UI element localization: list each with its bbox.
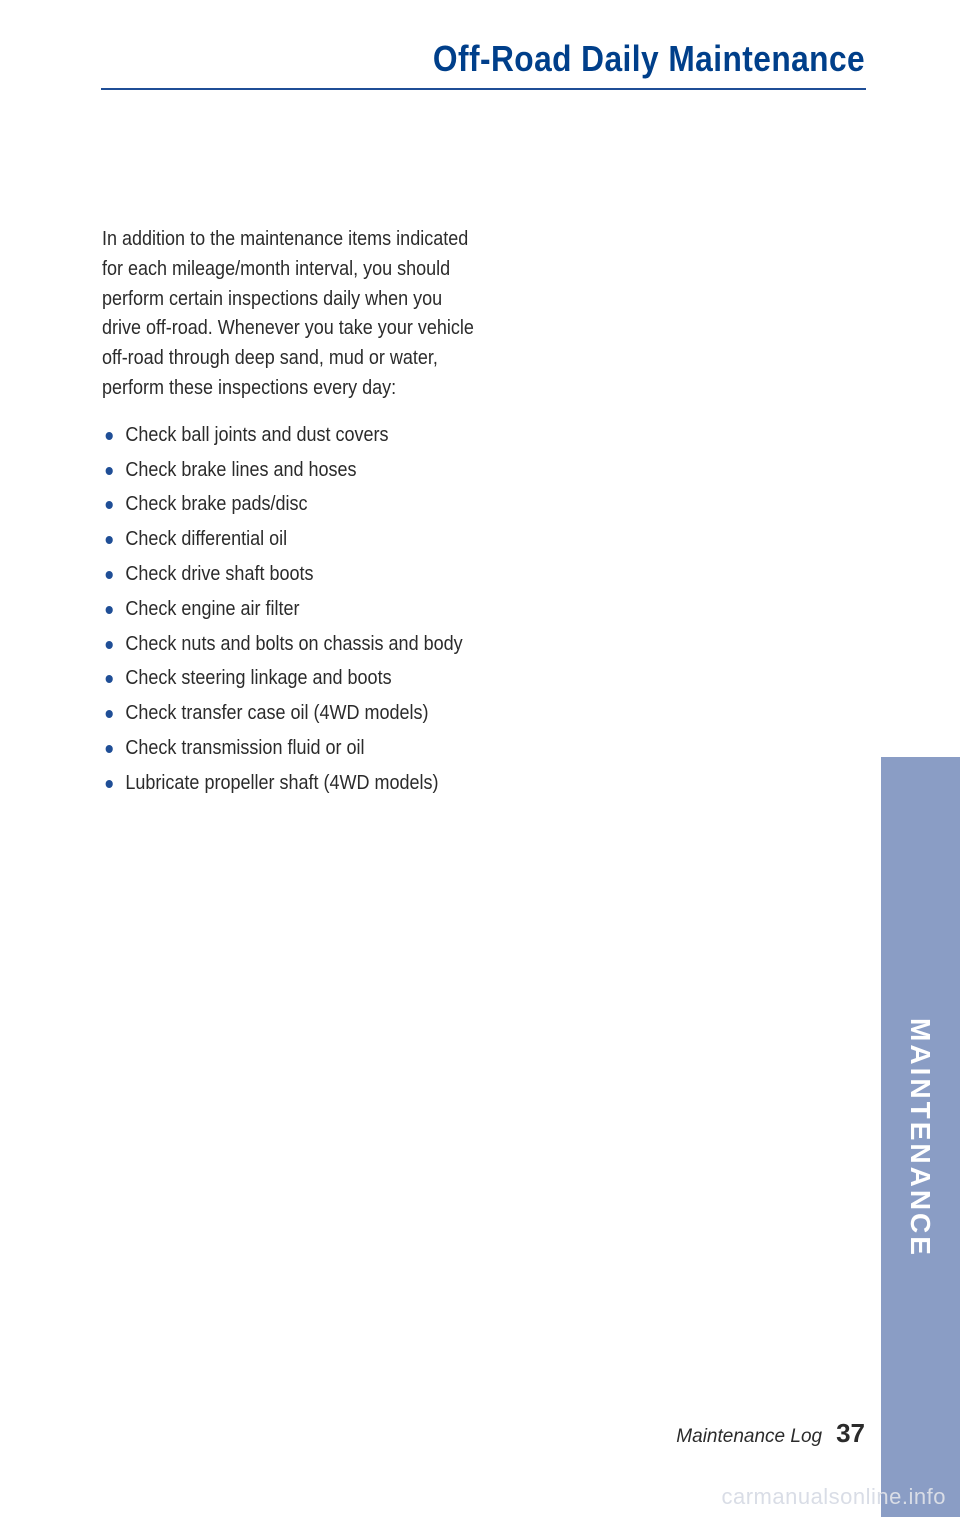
section-side-label: MAINTENANCE bbox=[905, 1018, 936, 1258]
list-item-text: Check transmission fluid or oil bbox=[125, 736, 365, 759]
bullet-icon bbox=[106, 467, 113, 475]
list-item bbox=[102, 490, 480, 520]
watermark: carmanualsonline.info bbox=[721, 1484, 946, 1509]
list-item bbox=[102, 560, 480, 590]
list-item-text: Check transfer case oil (4WD models) bbox=[125, 702, 429, 725]
list-item bbox=[102, 630, 480, 660]
bullet-icon bbox=[106, 432, 113, 440]
bullet-icon bbox=[106, 606, 113, 614]
list-item-text: Lubricate propeller shaft (4WD models) bbox=[125, 771, 439, 794]
bullet-icon bbox=[106, 675, 113, 683]
list-item-text: Check nuts and bolts on chassis and body bbox=[125, 632, 463, 655]
list-item bbox=[102, 595, 480, 625]
list-item-text: Check differential oil bbox=[125, 528, 288, 551]
list-item-text: Check steering linkage and boots bbox=[125, 667, 392, 690]
bullet-icon bbox=[106, 780, 113, 788]
bullet-icon bbox=[106, 710, 113, 718]
bullet-icon bbox=[106, 571, 113, 579]
inspection-checklist bbox=[102, 421, 480, 799]
page-footer bbox=[676, 1418, 865, 1449]
bullet-icon bbox=[106, 501, 113, 509]
page-number: 37 bbox=[836, 1418, 865, 1448]
list-item bbox=[102, 456, 480, 486]
page-title: Off-Road Daily Maintenance bbox=[432, 38, 865, 79]
list-item bbox=[102, 699, 480, 729]
intro-paragraph: In addition to the maintenance items indicated for each mileage/month interval, you should perform certain inspections daily when you drive off-road. Whenever you take your vehicle off-road through deep sand, mud or water, perform these inspections every day: bbox=[102, 228, 474, 399]
list-item bbox=[102, 769, 480, 799]
list-item-text: Check ball joints and dust covers bbox=[125, 423, 389, 446]
list-item bbox=[102, 525, 480, 555]
list-item-text: Check brake lines and hoses bbox=[125, 458, 357, 481]
list-item-text: Check drive shaft boots bbox=[125, 562, 314, 585]
list-item bbox=[102, 664, 480, 694]
footer-section-label: Maintenance Log bbox=[676, 1426, 823, 1447]
list-item bbox=[102, 734, 480, 764]
list-item-text: Check engine air filter bbox=[125, 597, 300, 620]
list-item bbox=[102, 421, 480, 451]
title-divider bbox=[101, 88, 866, 90]
bullet-icon bbox=[106, 641, 113, 649]
list-item-text: Check brake pads/disc bbox=[125, 493, 308, 516]
main-content bbox=[102, 225, 482, 804]
bullet-icon bbox=[106, 536, 113, 544]
bullet-icon bbox=[106, 745, 113, 753]
